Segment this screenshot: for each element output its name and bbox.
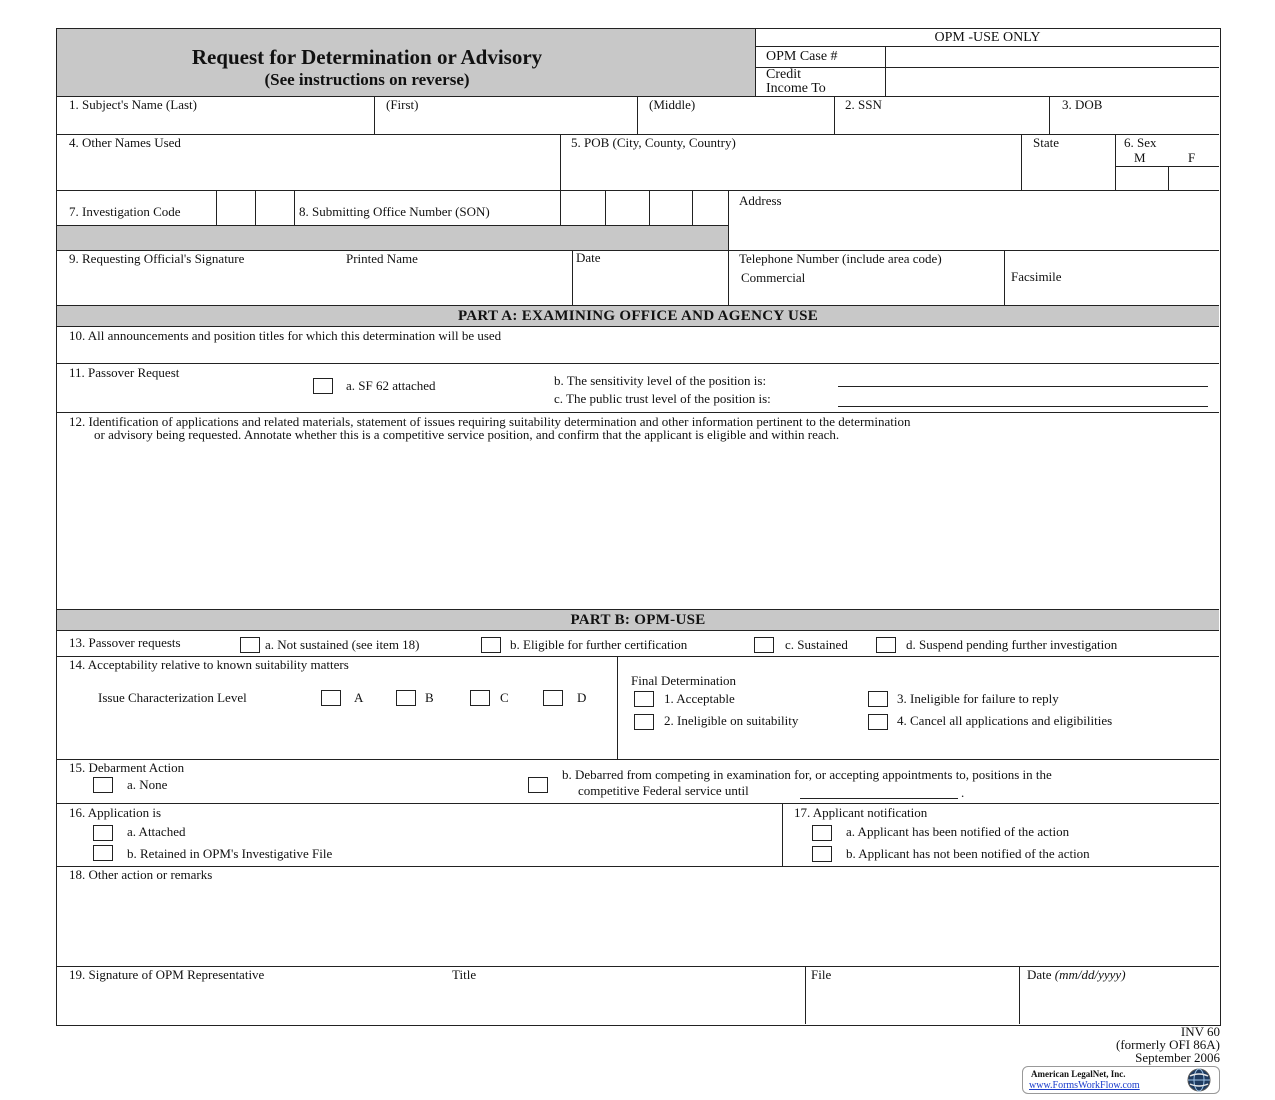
ineligible-suitability-checkbox[interactable] <box>634 714 654 730</box>
ineligible-no-reply-label: 3. Ineligible for failure to reply <box>897 691 1059 706</box>
last-name-label: 1. Subject's Name (Last) <box>69 97 197 112</box>
sex-label: 6. Sex <box>1124 135 1157 150</box>
form-number: INV 60 <box>1180 1024 1220 1039</box>
notified-label: a. Applicant has been notified of the action <box>846 824 1070 839</box>
pob-field[interactable] <box>562 152 1019 188</box>
requesting-signature-field[interactable] <box>58 268 338 303</box>
debarment-none-label: a. None <box>127 777 168 792</box>
sensitivity-level-field[interactable] <box>838 386 1208 387</box>
file-label: File <box>811 967 832 982</box>
level-a-checkbox[interactable] <box>321 690 341 706</box>
sex-m-field[interactable] <box>1117 167 1167 189</box>
dob-label: 3. DOB <box>1062 97 1103 112</box>
application-attached-checkbox[interactable] <box>93 825 113 841</box>
facsimile-label: Facsimile <box>1011 269 1062 284</box>
credit-label: Credit <box>766 67 801 82</box>
facsimile-field[interactable] <box>1006 286 1218 303</box>
suspend-pending-label: d. Suspend pending further investigation <box>906 637 1118 652</box>
vendor-name: American LegalNet, Inc. <box>1031 1069 1126 1079</box>
globe-icon <box>1181 1067 1217 1093</box>
application-retained-label: b. Retained in OPM's Investigative File <box>127 846 333 861</box>
item10-field[interactable] <box>58 344 1218 362</box>
application-attached-label: a. Attached <box>127 824 186 839</box>
public-trust-field[interactable] <box>838 406 1208 407</box>
file-field[interactable] <box>807 984 1017 1022</box>
title-label: Title <box>452 967 477 982</box>
level-c-label: C <box>500 690 509 705</box>
opm-case-label: OPM Case # <box>766 49 838 64</box>
issue-level-label: Issue Characterization Level <box>98 690 247 705</box>
son-box-3[interactable] <box>650 191 691 224</box>
level-a-label: A <box>354 690 364 705</box>
item17-label: 17. Applicant notification <box>794 805 928 820</box>
sustained-label: c. Sustained <box>785 637 848 652</box>
form-subtitle: (See instructions on reverse) <box>264 70 470 89</box>
sex-m-label: M <box>1134 150 1146 165</box>
item13-label: 13. Passover requests <box>69 635 181 650</box>
vendor-badge <box>1022 1066 1220 1094</box>
not-sustained-label: a. Not sustained (see item 18) <box>265 637 420 652</box>
title-field[interactable] <box>448 984 803 1022</box>
not-notified-label: b. Applicant has not been notified of the action <box>846 846 1090 861</box>
telephone-label: Telephone Number (include area code) <box>739 251 942 266</box>
sensitivity-level-label: b. The sensitivity level of the position is: <box>554 373 767 388</box>
son-box-2[interactable] <box>606 191 648 224</box>
ssn-label: 2. SSN <box>845 97 882 112</box>
ineligible-no-reply-checkbox[interactable] <box>868 691 888 707</box>
state-label: State <box>1033 135 1059 150</box>
address-label: Address <box>739 193 782 208</box>
investigation-code-box-1[interactable] <box>217 191 254 224</box>
son-label: 8. Submitting Office Number (SON) <box>299 204 490 219</box>
son-box-1[interactable] <box>561 191 604 224</box>
cancel-all-label: 4. Cancel all applications and eligibilities <box>897 713 1113 728</box>
item12-line1: 12. Identification of applications and related materials, statement of issues requiring suitability determination and other information pertinent to the determination <box>69 414 911 429</box>
final-determination-label: Final Determination <box>631 673 737 688</box>
form-date: September 2006 <box>1135 1050 1220 1065</box>
opm-signature-field[interactable] <box>58 984 446 1022</box>
first-name-field[interactable] <box>376 112 635 132</box>
public-trust-label: c. The public trust level of the position is: <box>554 391 771 406</box>
request-date-field[interactable] <box>574 268 726 303</box>
level-c-checkbox[interactable] <box>470 690 490 706</box>
requesting-signature-label: 9. Requesting Official's Signature <box>69 251 245 266</box>
sf62-attached-checkbox[interactable] <box>313 378 333 394</box>
item10-label: 10. All announcements and position titles for which this determination will be used <box>69 328 502 343</box>
level-b-label: B <box>425 690 434 705</box>
credit-income-field[interactable] <box>886 68 1218 95</box>
sex-f-field[interactable] <box>1170 167 1218 189</box>
form-formerly: (formerly OFI 86A) <box>1116 1037 1220 1052</box>
state-field[interactable] <box>1023 152 1113 188</box>
ineligible-suitability-label: 2. Ineligible on suitability <box>664 713 799 728</box>
debarment-none-checkbox[interactable] <box>93 777 113 793</box>
part-b-title: PART B: OPM-USE <box>570 612 706 628</box>
middle-name-field[interactable] <box>639 112 832 132</box>
level-d-checkbox[interactable] <box>543 690 563 706</box>
commercial-phone-field[interactable] <box>730 286 1002 303</box>
debarred-label-line2: competitive Federal service until <box>578 783 749 798</box>
address-field[interactable] <box>730 210 1218 248</box>
opm-date-label: Date (mm/dd/yyyy) <box>1027 967 1126 982</box>
item16-label: 16. Application is <box>69 805 162 820</box>
printed-name-field[interactable] <box>340 268 570 303</box>
middle-name-label: (Middle) <box>649 97 696 112</box>
opm-case-field[interactable] <box>886 47 1218 66</box>
sex-f-label: F <box>1188 150 1196 165</box>
eligible-further-cert-label: b. Eligible for further certification <box>510 637 688 652</box>
investigation-code-label: 7. Investigation Code <box>69 204 181 219</box>
item12-field[interactable] <box>58 446 1218 606</box>
opm-signature-label: 19. Signature of OPM Representative <box>69 967 265 982</box>
cancel-all-checkbox[interactable] <box>868 714 888 730</box>
sf62-attached-label: a. SF 62 attached <box>346 378 436 393</box>
item12-line2: or advisory being requested. Annotate whether this is a competitive service position, and confirm that the applicant is eligible and within reach. <box>94 427 840 442</box>
opm-use-only: OPM -USE ONLY <box>934 30 1041 45</box>
son-box-4[interactable] <box>693 191 727 224</box>
income-to-label: Income To <box>766 81 826 96</box>
first-name-label: (First) <box>386 97 419 112</box>
debarred-until-field[interactable] <box>800 798 958 799</box>
last-name-field[interactable] <box>58 112 372 132</box>
item11-label: 11. Passover Request <box>69 365 180 380</box>
level-b-checkbox[interactable] <box>396 690 416 706</box>
eligible-further-cert-checkbox[interactable] <box>481 637 501 653</box>
debarred-checkbox[interactable] <box>528 777 548 793</box>
debarred-period: . <box>961 785 965 800</box>
acceptable-checkbox[interactable] <box>634 691 654 707</box>
printed-name-label: Printed Name <box>346 251 418 266</box>
not-sustained-checkbox[interactable] <box>240 637 260 653</box>
item14-label: 14. Acceptability relative to known suitability matters <box>69 657 349 672</box>
sustained-checkbox[interactable] <box>754 637 774 653</box>
ssn-field[interactable] <box>836 112 1047 132</box>
suspend-pending-checkbox[interactable] <box>876 637 896 653</box>
vendor-url[interactable]: www.FormsWorkFlow.com <box>1029 1080 1140 1091</box>
notified-checkbox[interactable] <box>812 825 832 841</box>
application-retained-checkbox[interactable] <box>93 845 113 861</box>
dob-field[interactable] <box>1051 112 1217 132</box>
item18-field[interactable] <box>58 884 1218 964</box>
investigation-code-box-2[interactable] <box>256 191 293 224</box>
item15-label: 15. Debarment Action <box>69 760 185 775</box>
pob-label: 5. POB (City, County, Country) <box>571 135 736 150</box>
other-names-field[interactable] <box>58 152 558 188</box>
request-date-label: Date <box>576 250 601 265</box>
commercial-label: Commercial <box>741 270 806 285</box>
part-a-title: PART A: EXAMINING OFFICE AND AGENCY USE <box>457 308 819 324</box>
item18-label: 18. Other action or remarks <box>69 867 213 882</box>
opm-date-field[interactable] <box>1021 984 1217 1022</box>
debarred-label-line1: b. Debarred from competing in examination for, or accepting appointments to, positions in the <box>562 767 1052 782</box>
form-title: Request for Determination or Advisory <box>191 45 543 69</box>
acceptable-label: 1. Acceptable <box>664 691 735 706</box>
level-d-label: D <box>577 690 587 705</box>
not-notified-checkbox[interactable] <box>812 846 832 862</box>
other-names-label: 4. Other Names Used <box>69 135 181 150</box>
